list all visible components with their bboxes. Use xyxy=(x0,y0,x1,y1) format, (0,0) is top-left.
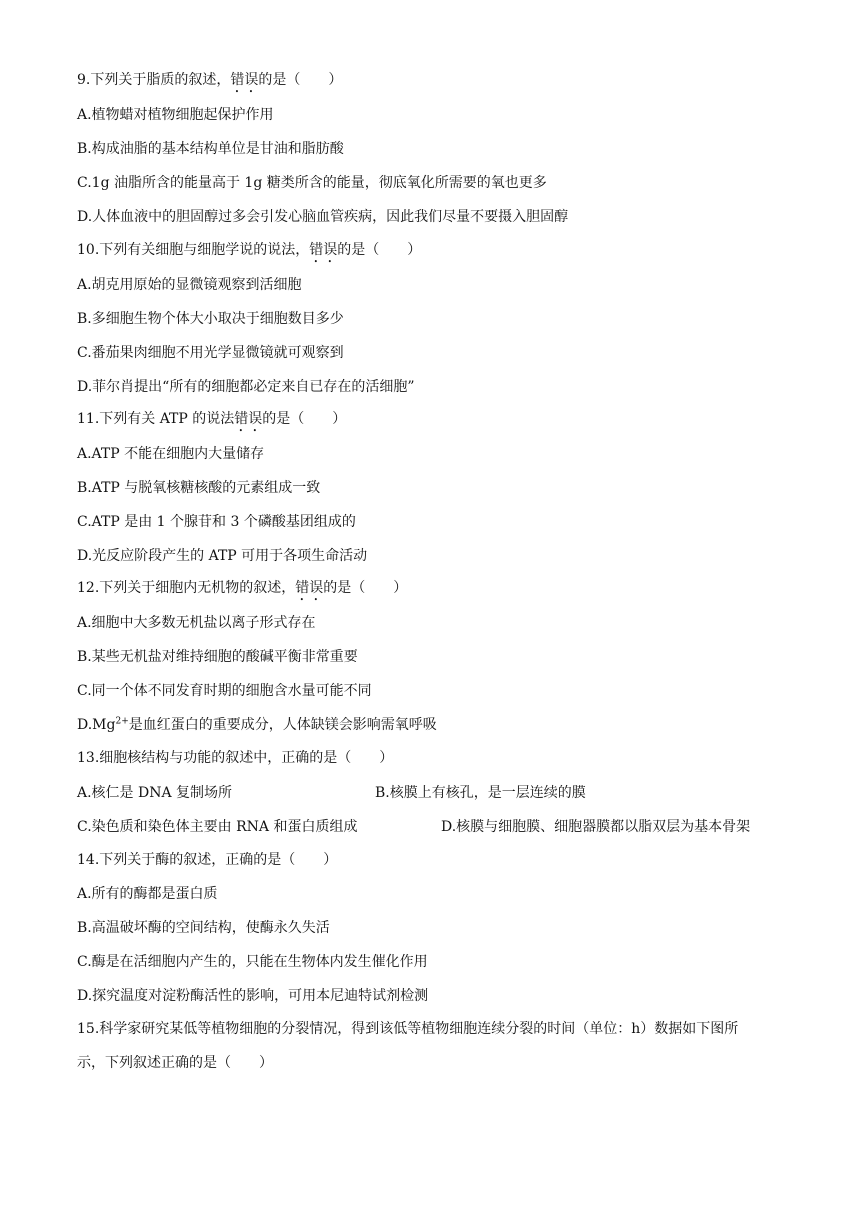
q11-option-b: B.ATP 与脱氧核糖核酸的元素组成一致 xyxy=(77,480,321,496)
q9-stem xyxy=(77,70,342,90)
q12-option-d-superscript: 2+ xyxy=(115,716,129,727)
q11-stem-blank: 的是（ ） xyxy=(262,411,347,427)
q9-option-a: A.植物蜡对植物细胞起保护作用 xyxy=(77,107,274,123)
q11-stem xyxy=(77,409,346,429)
q12-option-d-text: 是血红蛋白的重要成分，人体缺镁会影响需氧呼吸 xyxy=(128,717,437,733)
q11-stem-text: 11.下列有关 ATP 的说法 xyxy=(77,411,235,427)
q10-option-c: C.番茄果肉细胞不用光学显微镜就可观察到 xyxy=(77,345,344,361)
q11-option-d: D.光反应阶段产生的 ATP 可用于各项生命活动 xyxy=(77,548,368,564)
q9-option-d: D.人体血液中的胆固醇过多会引发心脑血管疾病，因此我们尽量不要摄入胆固醇 xyxy=(77,209,569,225)
q14-option-a: A.所有的酶都是蛋白质 xyxy=(77,886,218,902)
q10-stem xyxy=(77,240,421,260)
q12-stem xyxy=(77,578,407,598)
q12-stem-blank: 的是（ ） xyxy=(323,580,408,596)
q9-stem-text: 9.下列关于脂质的叙述， xyxy=(77,72,231,88)
q13-stem: 13.细胞核结构与功能的叙述中，正确的是（ ） xyxy=(77,750,394,766)
q15-stem-line1: 15.科学家研究某低等植物细胞的分裂情况，得到该低等植物细胞连续分裂的时间（单位：h）数据如下图所 xyxy=(77,1021,739,1037)
q10-option-b: B.多细胞生物个体大小取决于细胞数目多少 xyxy=(77,311,344,327)
q12-option-a: A.细胞中大多数无机盐以离子形式存在 xyxy=(77,615,316,631)
q12-option-c: C.同一个体不同发育时期的细胞含水量可能不同 xyxy=(77,683,372,699)
q14-option-c: C.酶是在活细胞内产生的，只能在生物体内发生催化作用 xyxy=(77,954,428,970)
q12-stem-text: 12.下列关于细胞内无机物的叙述， xyxy=(77,580,296,596)
q11-stem-emphasis: 错误 xyxy=(234,411,263,427)
q14-option-b: B.高温破坏酶的空间结构，使酶永久失活 xyxy=(77,920,330,936)
q13-option-a: A.核仁是 DNA 复制场所 xyxy=(77,785,233,801)
q13-option-d: D.核膜与细胞膜、细胞器膜都以脂双层为基本骨架 xyxy=(441,819,751,835)
q10-stem-emphasis: 错误 xyxy=(309,242,338,258)
q10-option-d: D.菲尔肖提出“所有的细胞都必定来自已存在的活细胞” xyxy=(77,379,415,395)
q11-option-a: A.ATP 不能在细胞内大量储存 xyxy=(77,446,265,462)
q15-stem-line2: 示，下列叙述正确的是（ ） xyxy=(77,1055,273,1071)
q14-option-d: D.探究温度对淀粉酶活性的影响，可用本尼迪特试剂检测 xyxy=(77,988,429,1004)
q9-stem-blank: 的是（ ） xyxy=(258,72,343,88)
q11-option-c: C.ATP 是由 1 个腺苷和 3 个磷酸基团组成的 xyxy=(77,514,356,530)
q12-option-d-prefix: D.Mg xyxy=(77,717,116,733)
q13-option-b: B.核膜上有核孔，是一层连续的膜 xyxy=(375,785,586,801)
q10-stem-text: 10.下列有关细胞与细胞学说的说法， xyxy=(77,242,310,258)
q10-option-a: A.胡克用原始的显微镜观察到活细胞 xyxy=(77,277,302,293)
q12-option-b: B.某些无机盐对维持细胞的酸碱平衡非常重要 xyxy=(77,649,358,665)
q9-option-b: B.构成油脂的基本结构单位是甘油和脂肪酸 xyxy=(77,141,344,157)
q12-option-d xyxy=(77,715,437,735)
q9-option-c: C.1g 油脂所含的能量高于 1g 糖类所含的能量，彻底氧化所需要的氧也更多 xyxy=(77,175,547,191)
q13-option-c: C.染色质和染色体主要由 RNA 和蛋白质组成 xyxy=(77,819,358,835)
q14-stem: 14.下列关于酶的叙述，正确的是（ ） xyxy=(77,852,338,868)
q9-stem-emphasis: 错误 xyxy=(230,72,259,88)
q10-stem-blank: 的是（ ） xyxy=(337,242,422,258)
q12-stem-emphasis: 错误 xyxy=(295,580,324,596)
